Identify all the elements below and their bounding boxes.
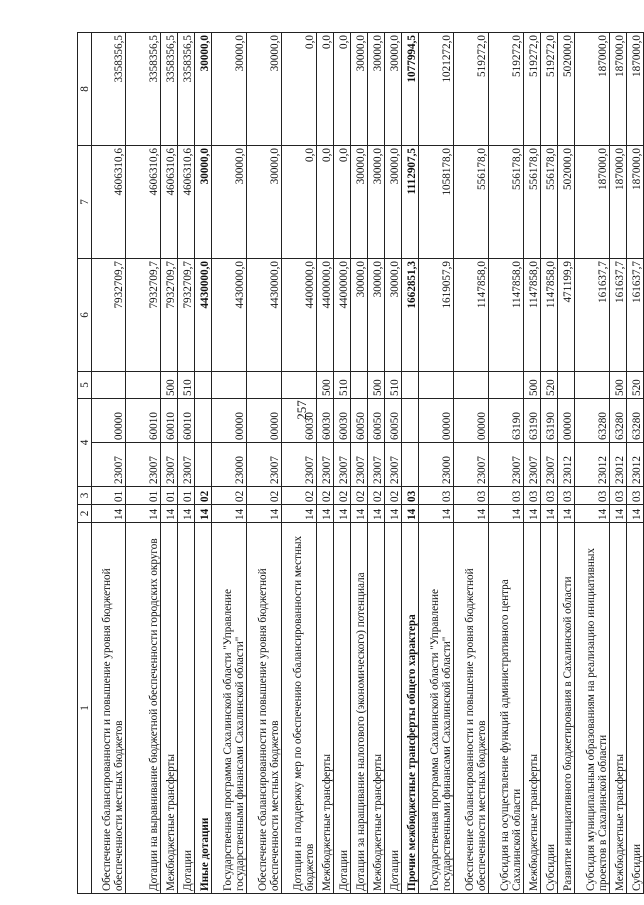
row-direction-code: 60050 <box>351 399 368 443</box>
row-program-code: 23007 <box>368 443 385 487</box>
row-amount-year2: 4606310,6 <box>126 146 161 259</box>
row-direction-code: 60050 <box>368 399 385 443</box>
row-direction-code: 60030 <box>317 399 334 443</box>
row-expense-type <box>351 372 368 399</box>
row-amount-year3: 30000,0 <box>351 33 368 146</box>
row-name: Межбюджетные трансферты <box>317 523 334 894</box>
row-amount-year3: 0,0 <box>282 33 317 146</box>
row-subsection: 03 <box>419 487 454 505</box>
row-expense-type: 510 <box>178 372 195 399</box>
row-direction-code: 60050 <box>385 399 402 443</box>
row-program-code: 23007 <box>92 443 126 487</box>
row-section: 14 <box>558 505 575 523</box>
row-direction-code: 63190 <box>524 399 541 443</box>
row-program-code: 23012 <box>610 443 627 487</box>
row-program-code <box>402 443 419 487</box>
table-row <box>575 33 610 894</box>
row-amount-year1: 1662851,3 <box>402 259 419 372</box>
row-direction-code: 00000 <box>558 399 575 443</box>
row-amount-year3: 30000,0 <box>247 33 282 146</box>
row-section: 14 <box>575 505 610 523</box>
table-row <box>351 33 368 894</box>
row-amount-year3: 30000,0 <box>385 33 402 146</box>
row-direction-code: 63190 <box>489 399 524 443</box>
row-name: Государственная программа Сахалинской области "Управление государственными финансами Сахалинской области" <box>212 523 247 894</box>
row-amount-year3: 3358356,5 <box>92 33 126 146</box>
row-section: 14 <box>92 505 126 523</box>
table-row <box>454 33 489 894</box>
table-row <box>402 33 419 894</box>
row-amount-year2: 556178,0 <box>454 146 489 259</box>
row-name: Дотации на выравнивание бюджетной обеспеченности городских округов <box>126 523 161 894</box>
row-amount-year2: 187000,0 <box>627 146 644 259</box>
row-amount-year2: 556178,0 <box>524 146 541 259</box>
row-amount-year3: 3358356,5 <box>126 33 161 146</box>
row-amount-year2: 30000,0 <box>195 146 212 259</box>
row-expense-type <box>575 372 610 399</box>
row-name: Субсидия на осуществление функций административного центра Сахалинской области <box>489 523 524 894</box>
header-col-8: 8 <box>78 33 92 146</box>
header-col-1: 1 <box>78 523 92 894</box>
row-name: Субсидии <box>627 523 644 894</box>
row-amount-year1: 161637,7 <box>627 259 644 372</box>
row-expense-type: 510 <box>385 372 402 399</box>
row-subsection: 02 <box>212 487 247 505</box>
row-program-code: 23012 <box>558 443 575 487</box>
row-amount-year1: 7932709,7 <box>92 259 126 372</box>
row-name: Государственная программа Сахалинской области "Управление государственными финансами Сахалинской области" <box>419 523 454 894</box>
row-subsection: 02 <box>317 487 334 505</box>
row-program-code: 23007 <box>385 443 402 487</box>
row-amount-year1: 7932709,7 <box>161 259 178 372</box>
row-expense-type <box>419 372 454 399</box>
row-amount-year1: 4400000,0 <box>282 259 317 372</box>
row-expense-type: 520 <box>541 372 558 399</box>
row-name: Субсидии <box>541 523 558 894</box>
row-subsection: 02 <box>195 487 212 505</box>
row-amount-year2: 30000,0 <box>368 146 385 259</box>
row-amount-year3: 0,0 <box>317 33 334 146</box>
header-col-7: 7 <box>78 146 92 259</box>
table-row <box>558 33 575 894</box>
row-subsection: 01 <box>126 487 161 505</box>
row-name: Обеспечение сбалансированности и повышение уровня бюджетной обеспеченности местных бюджетов <box>247 523 282 894</box>
row-direction-code: 00000 <box>92 399 126 443</box>
row-amount-year2: 4606310,6 <box>161 146 178 259</box>
row-direction-code: 63280 <box>627 399 644 443</box>
row-expense-type <box>402 372 419 399</box>
table-row <box>247 33 282 894</box>
header-col-5: 5 <box>78 372 92 399</box>
row-program-code: 23007 <box>126 443 161 487</box>
row-expense-type: 500 <box>610 372 627 399</box>
row-direction-code: 00000 <box>247 399 282 443</box>
row-direction-code: 00000 <box>419 399 454 443</box>
row-subsection: 03 <box>575 487 610 505</box>
row-section: 14 <box>541 505 558 523</box>
row-program-code: 23000 <box>212 443 247 487</box>
row-amount-year3: 502000,0 <box>558 33 575 146</box>
row-name: Дотации за наращивание налогового (экономического) потенциала <box>351 523 368 894</box>
table-row <box>161 33 178 894</box>
row-section: 14 <box>282 505 317 523</box>
row-expense-type <box>195 372 212 399</box>
row-expense-type: 510 <box>334 372 351 399</box>
table-row <box>178 33 195 894</box>
row-amount-year2: 4606310,6 <box>178 146 195 259</box>
row-name: Дотации <box>334 523 351 894</box>
rotated-document-sheet <box>77 33 643 894</box>
row-amount-year3: 519272,0 <box>524 33 541 146</box>
row-direction-code: 00000 <box>212 399 247 443</box>
row-section: 14 <box>247 505 282 523</box>
row-section: 14 <box>368 505 385 523</box>
table-row <box>195 33 212 894</box>
row-subsection: 03 <box>610 487 627 505</box>
row-section: 14 <box>419 505 454 523</box>
row-section: 14 <box>351 505 368 523</box>
row-amount-year3: 187000,0 <box>627 33 644 146</box>
row-name: Прочие межбюджетные трансферты общего характера <box>402 523 419 894</box>
row-subsection: 01 <box>92 487 126 505</box>
row-subsection: 02 <box>385 487 402 505</box>
row-subsection: 03 <box>489 487 524 505</box>
row-direction-code: 60010 <box>161 399 178 443</box>
row-subsection: 03 <box>558 487 575 505</box>
row-expense-type: 500 <box>524 372 541 399</box>
row-section: 14 <box>610 505 627 523</box>
row-direction-code: 00000 <box>454 399 489 443</box>
row-amount-year2: 30000,0 <box>385 146 402 259</box>
page-number: 257 <box>294 400 309 420</box>
row-section: 14 <box>212 505 247 523</box>
row-amount-year1: 1619057,9 <box>419 259 454 372</box>
row-subsection: 01 <box>178 487 195 505</box>
row-subsection: 03 <box>541 487 558 505</box>
table-row <box>610 33 627 894</box>
row-direction-code: 63190 <box>541 399 558 443</box>
row-subsection: 02 <box>368 487 385 505</box>
row-amount-year1: 4430000,0 <box>212 259 247 372</box>
header-row <box>78 33 92 894</box>
row-amount-year1: 1147858,0 <box>524 259 541 372</box>
row-program-code: 23007 <box>317 443 334 487</box>
row-name: Обеспечение сбалансированности и повышение уровня бюджетной обеспеченности местных бюджетов <box>92 523 126 894</box>
row-amount-year2: 0,0 <box>282 146 317 259</box>
row-amount-year3: 3358356,5 <box>178 33 195 146</box>
row-amount-year2: 0,0 <box>334 146 351 259</box>
table-row <box>126 33 161 894</box>
row-section: 14 <box>334 505 351 523</box>
row-amount-year2: 0,0 <box>317 146 334 259</box>
row-amount-year1: 7932709,7 <box>126 259 161 372</box>
row-amount-year2: 556178,0 <box>541 146 558 259</box>
row-amount-year2: 187000,0 <box>575 146 610 259</box>
row-program-code: 23007 <box>541 443 558 487</box>
row-section: 14 <box>385 505 402 523</box>
row-expense-type <box>558 372 575 399</box>
row-amount-year2: 502000,0 <box>558 146 575 259</box>
row-section: 14 <box>627 505 644 523</box>
row-amount-year3: 3358356,5 <box>161 33 178 146</box>
table-row <box>368 33 385 894</box>
row-amount-year2: 1058178,0 <box>419 146 454 259</box>
row-expense-type: 500 <box>317 372 334 399</box>
row-section: 14 <box>195 505 212 523</box>
row-name: Субсидия муниципальным образованиям на реализацию инициативных проектов в Сахалинской области <box>575 523 610 894</box>
row-name: Дотации <box>385 523 402 894</box>
row-amount-year2: 30000,0 <box>212 146 247 259</box>
row-amount-year2: 4606310,6 <box>92 146 126 259</box>
table-row <box>282 33 317 894</box>
row-expense-type <box>212 372 247 399</box>
header-col-4: 4 <box>78 399 92 487</box>
row-amount-year1: 4400000,0 <box>334 259 351 372</box>
row-program-code: 23007 <box>282 443 317 487</box>
row-expense-type <box>454 372 489 399</box>
row-direction-code: 60010 <box>126 399 161 443</box>
table-row <box>92 33 126 894</box>
header-col-2: 2 <box>78 505 92 523</box>
row-subsection: 02 <box>247 487 282 505</box>
row-amount-year2: 1112907,5 <box>402 146 419 259</box>
row-section: 14 <box>178 505 195 523</box>
table-row <box>212 33 247 894</box>
row-amount-year1: 30000,0 <box>351 259 368 372</box>
row-section: 14 <box>126 505 161 523</box>
row-section: 14 <box>524 505 541 523</box>
row-name: Развитие инициативного бюджетирования в Сахалинской области <box>558 523 575 894</box>
row-direction-code <box>195 399 212 443</box>
row-amount-year3: 0,0 <box>334 33 351 146</box>
header-col-6: 6 <box>78 259 92 372</box>
row-program-code <box>195 443 212 487</box>
row-amount-year3: 30000,0 <box>195 33 212 146</box>
table-row <box>334 33 351 894</box>
row-amount-year1: 471199,9 <box>558 259 575 372</box>
row-subsection: 03 <box>454 487 489 505</box>
row-expense-type <box>247 372 282 399</box>
row-amount-year1: 7932709,7 <box>178 259 195 372</box>
row-program-code: 23007 <box>247 443 282 487</box>
row-direction-code: 60030 <box>282 399 317 443</box>
row-amount-year3: 1077994,5 <box>402 33 419 146</box>
row-section: 14 <box>317 505 334 523</box>
row-amount-year1: 1147858,0 <box>541 259 558 372</box>
row-amount-year2: 187000,0 <box>610 146 627 259</box>
row-amount-year1: 4400000,0 <box>317 259 334 372</box>
row-expense-type: 500 <box>368 372 385 399</box>
row-name: Дотации на поддержку мер по обеспечению сбалансированности местных бюджетов <box>282 523 317 894</box>
table-row <box>489 33 524 894</box>
row-amount-year1: 161637,7 <box>610 259 627 372</box>
table-row <box>541 33 558 894</box>
row-subsection: 03 <box>627 487 644 505</box>
row-amount-year2: 30000,0 <box>351 146 368 259</box>
row-subsection: 03 <box>402 487 419 505</box>
row-expense-type <box>282 372 317 399</box>
row-amount-year1: 161637,7 <box>575 259 610 372</box>
row-program-code: 23007 <box>489 443 524 487</box>
row-program-code: 23007 <box>334 443 351 487</box>
row-name: Обеспечение сбалансированности и повышение уровня бюджетной обеспеченности местных бюджетов <box>454 523 489 894</box>
budget-table <box>77 32 644 894</box>
row-subsection: 02 <box>282 487 317 505</box>
row-direction-code <box>402 399 419 443</box>
row-amount-year2: 30000,0 <box>247 146 282 259</box>
row-name: Межбюджетные трансферты <box>524 523 541 894</box>
row-program-code: 23012 <box>575 443 610 487</box>
row-subsection: 03 <box>524 487 541 505</box>
row-section: 14 <box>402 505 419 523</box>
row-amount-year3: 187000,0 <box>610 33 627 146</box>
row-amount-year1: 1147858,0 <box>454 259 489 372</box>
row-section: 14 <box>161 505 178 523</box>
row-section: 14 <box>489 505 524 523</box>
row-program-code: 23000 <box>419 443 454 487</box>
row-amount-year1: 1147858,0 <box>489 259 524 372</box>
row-amount-year2: 556178,0 <box>489 146 524 259</box>
row-amount-year1: 30000,0 <box>368 259 385 372</box>
row-program-code: 23007 <box>178 443 195 487</box>
header-col-3: 3 <box>78 487 92 505</box>
row-expense-type <box>126 372 161 399</box>
row-program-code: 23007 <box>351 443 368 487</box>
budget-table-container <box>77 33 643 894</box>
row-direction-code: 60010 <box>178 399 195 443</box>
row-direction-code: 63280 <box>610 399 627 443</box>
table-row <box>524 33 541 894</box>
row-amount-year1: 30000,0 <box>385 259 402 372</box>
row-program-code: 23012 <box>627 443 644 487</box>
row-program-code: 23007 <box>524 443 541 487</box>
row-amount-year3: 519272,0 <box>489 33 524 146</box>
row-amount-year1: 4430000,0 <box>195 259 212 372</box>
row-amount-year3: 30000,0 <box>368 33 385 146</box>
row-name: Иные дотации <box>195 523 212 894</box>
row-amount-year3: 187000,0 <box>575 33 610 146</box>
row-name: Дотации <box>178 523 195 894</box>
row-amount-year1: 4430000,0 <box>247 259 282 372</box>
table-row <box>385 33 402 894</box>
table-row <box>317 33 334 894</box>
row-expense-type: 500 <box>161 372 178 399</box>
table-row <box>419 33 454 894</box>
row-name: Межбюджетные трансферты <box>610 523 627 894</box>
row-expense-type: 520 <box>627 372 644 399</box>
row-amount-year3: 30000,0 <box>212 33 247 146</box>
row-expense-type <box>489 372 524 399</box>
row-amount-year3: 519272,0 <box>454 33 489 146</box>
row-amount-year3: 1021272,0 <box>419 33 454 146</box>
row-name: Межбюджетные трансферты <box>368 523 385 894</box>
row-program-code: 23007 <box>161 443 178 487</box>
row-direction-code: 63280 <box>575 399 610 443</box>
row-subsection: 02 <box>351 487 368 505</box>
row-subsection: 02 <box>334 487 351 505</box>
row-subsection: 01 <box>161 487 178 505</box>
row-program-code: 23007 <box>454 443 489 487</box>
row-direction-code: 60030 <box>334 399 351 443</box>
row-amount-year3: 519272,0 <box>541 33 558 146</box>
row-expense-type <box>92 372 126 399</box>
table-row <box>627 33 644 894</box>
table-body <box>78 33 644 894</box>
row-name: Межбюджетные трансферты <box>161 523 178 894</box>
row-section: 14 <box>454 505 489 523</box>
